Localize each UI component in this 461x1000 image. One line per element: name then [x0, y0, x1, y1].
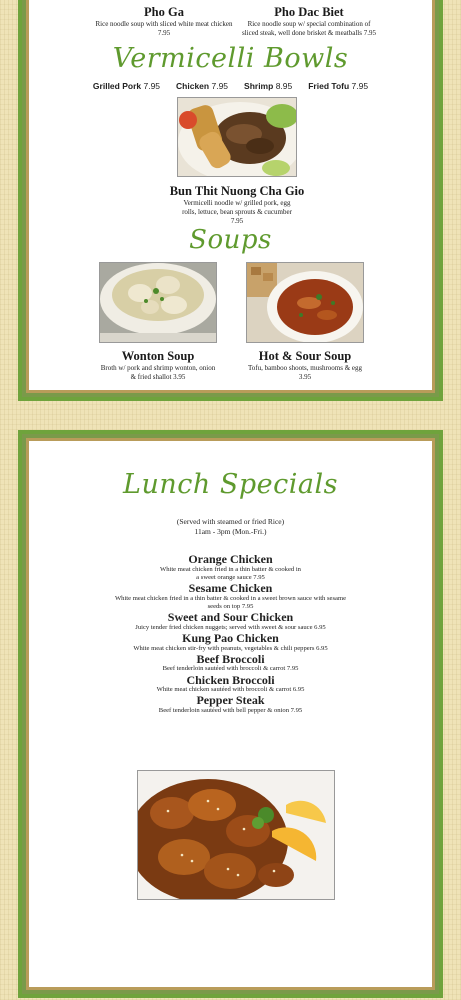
item-desc: Vermicelli noodle w/ grilled pork, egg rolls, lettuce, bean sprouts & cucumber 7.95 — [182, 199, 292, 225]
special-item — [29, 611, 432, 632]
lunch-specials-list — [29, 553, 432, 715]
bowl-name: Shrimp — [244, 81, 274, 91]
orange-chicken-photo — [137, 770, 335, 900]
menu-page-lunch-specials — [18, 430, 443, 998]
bowl-name: Fried Tofu — [308, 81, 350, 91]
item-desc: Rice noodle soup with sliced white meat chicken 7.95 — [95, 20, 233, 37]
special-item — [29, 653, 432, 674]
special-desc: Beef tenderloin sautéed with bell pepper & onion 7.95 — [158, 707, 303, 715]
special-title: Orange Chicken — [188, 552, 273, 566]
special-title: Chicken Broccoli — [186, 672, 275, 687]
item-title: Hot & Sour Soup — [258, 349, 352, 363]
wonton-bowl-image — [100, 263, 217, 343]
menu-item-pho-dac-biet — [239, 5, 379, 38]
item-desc: Rice noodle soup w/ special combination of sliced steak, well done brisket & meatballs 7.95 — [242, 20, 376, 37]
special-title: Pepper Steak — [196, 693, 265, 708]
bowl-name: Grilled Pork — [92, 81, 142, 91]
special-title: Kung Pao Chicken — [182, 630, 279, 645]
bowl-name: Chicken — [176, 81, 210, 91]
orange-chicken-image — [138, 771, 335, 900]
bun-bowl-image — [178, 98, 297, 177]
bowl-option — [244, 81, 292, 91]
item-title: Wonton Soup — [121, 349, 195, 363]
menu-item-wonton-soup — [91, 349, 225, 382]
special-desc: White meat chicken fried in a thin batter & cooked in a sweet orange sauce 7.95 — [160, 565, 301, 581]
menu-page-inner — [26, 438, 435, 990]
special-item — [29, 632, 432, 653]
special-title: Sweet and Sour Chicken — [167, 610, 294, 625]
special-title: Sesame Chicken — [188, 581, 273, 596]
menu-item-bun-thit-nuong — [149, 184, 325, 225]
item-desc: Tofu, bamboo shoots, mushrooms & egg 3.95 — [247, 364, 363, 381]
bowl-option — [93, 81, 160, 91]
menu-page-soups — [18, 0, 443, 401]
section-heading-soups: Soups — [189, 225, 272, 255]
bowl-option — [176, 81, 228, 91]
lunch-hours: 11am - 3pm (Mon.-Fri.) — [194, 527, 267, 537]
special-item — [29, 553, 432, 582]
vermicelli-bowls-list — [29, 81, 432, 91]
special-item — [29, 582, 432, 611]
special-desc: White meat chicken sautéed with broccoli & carrot 6.95 — [156, 686, 305, 694]
special-item — [29, 674, 432, 695]
bowl-price: 8.95 — [275, 81, 293, 91]
special-item — [29, 694, 432, 715]
special-desc: Juicy tender fried chicken nuggets; served with sweet & sour sauce 6.95 — [135, 623, 326, 631]
section-heading-lunch-specials: Lunch Specials — [123, 469, 338, 500]
menu-page-inner — [26, 0, 435, 393]
item-title: Pho Ga — [144, 5, 184, 19]
bowl-price: 7.95 — [351, 81, 369, 91]
lunch-specials-info — [29, 517, 432, 537]
special-title: Beef Broccoli — [196, 651, 265, 666]
bun-thit-nuong-photo — [177, 97, 297, 177]
served-note: (Served with steamed or fried Rice) — [176, 517, 285, 526]
bowl-price: 7.95 — [143, 81, 161, 91]
bowl-option — [308, 81, 368, 91]
section-heading-vermicelli: Vermicelli Bowls — [112, 43, 349, 74]
item-title: Pho Dac Biet — [274, 5, 344, 19]
menu-item-hot-sour-soup — [239, 349, 371, 382]
menu-item-pho-ga — [89, 5, 239, 38]
hot-sour-soup-photo — [246, 262, 364, 343]
bowl-price: 7.95 — [211, 81, 229, 91]
special-desc: Beef tenderloin sautéed with broccoli & carrot 7.95 — [162, 665, 299, 673]
special-desc: White meat chicken fried in a thin batter & cooked in a sweet brown sauce with sesame seeds on top 7.95 — [114, 594, 347, 610]
wonton-soup-photo — [99, 262, 217, 343]
hot-sour-bowl-image — [247, 263, 364, 343]
item-desc: Broth w/ pork and shrimp wonton, onion & fried shallot 3.95 — [100, 364, 216, 381]
item-title: Bun Thit Nuong Cha Gio — [169, 184, 305, 198]
special-desc: White meat chicken stir-fry with peanuts, vegetables & chili peppers 6.95 — [133, 644, 328, 652]
